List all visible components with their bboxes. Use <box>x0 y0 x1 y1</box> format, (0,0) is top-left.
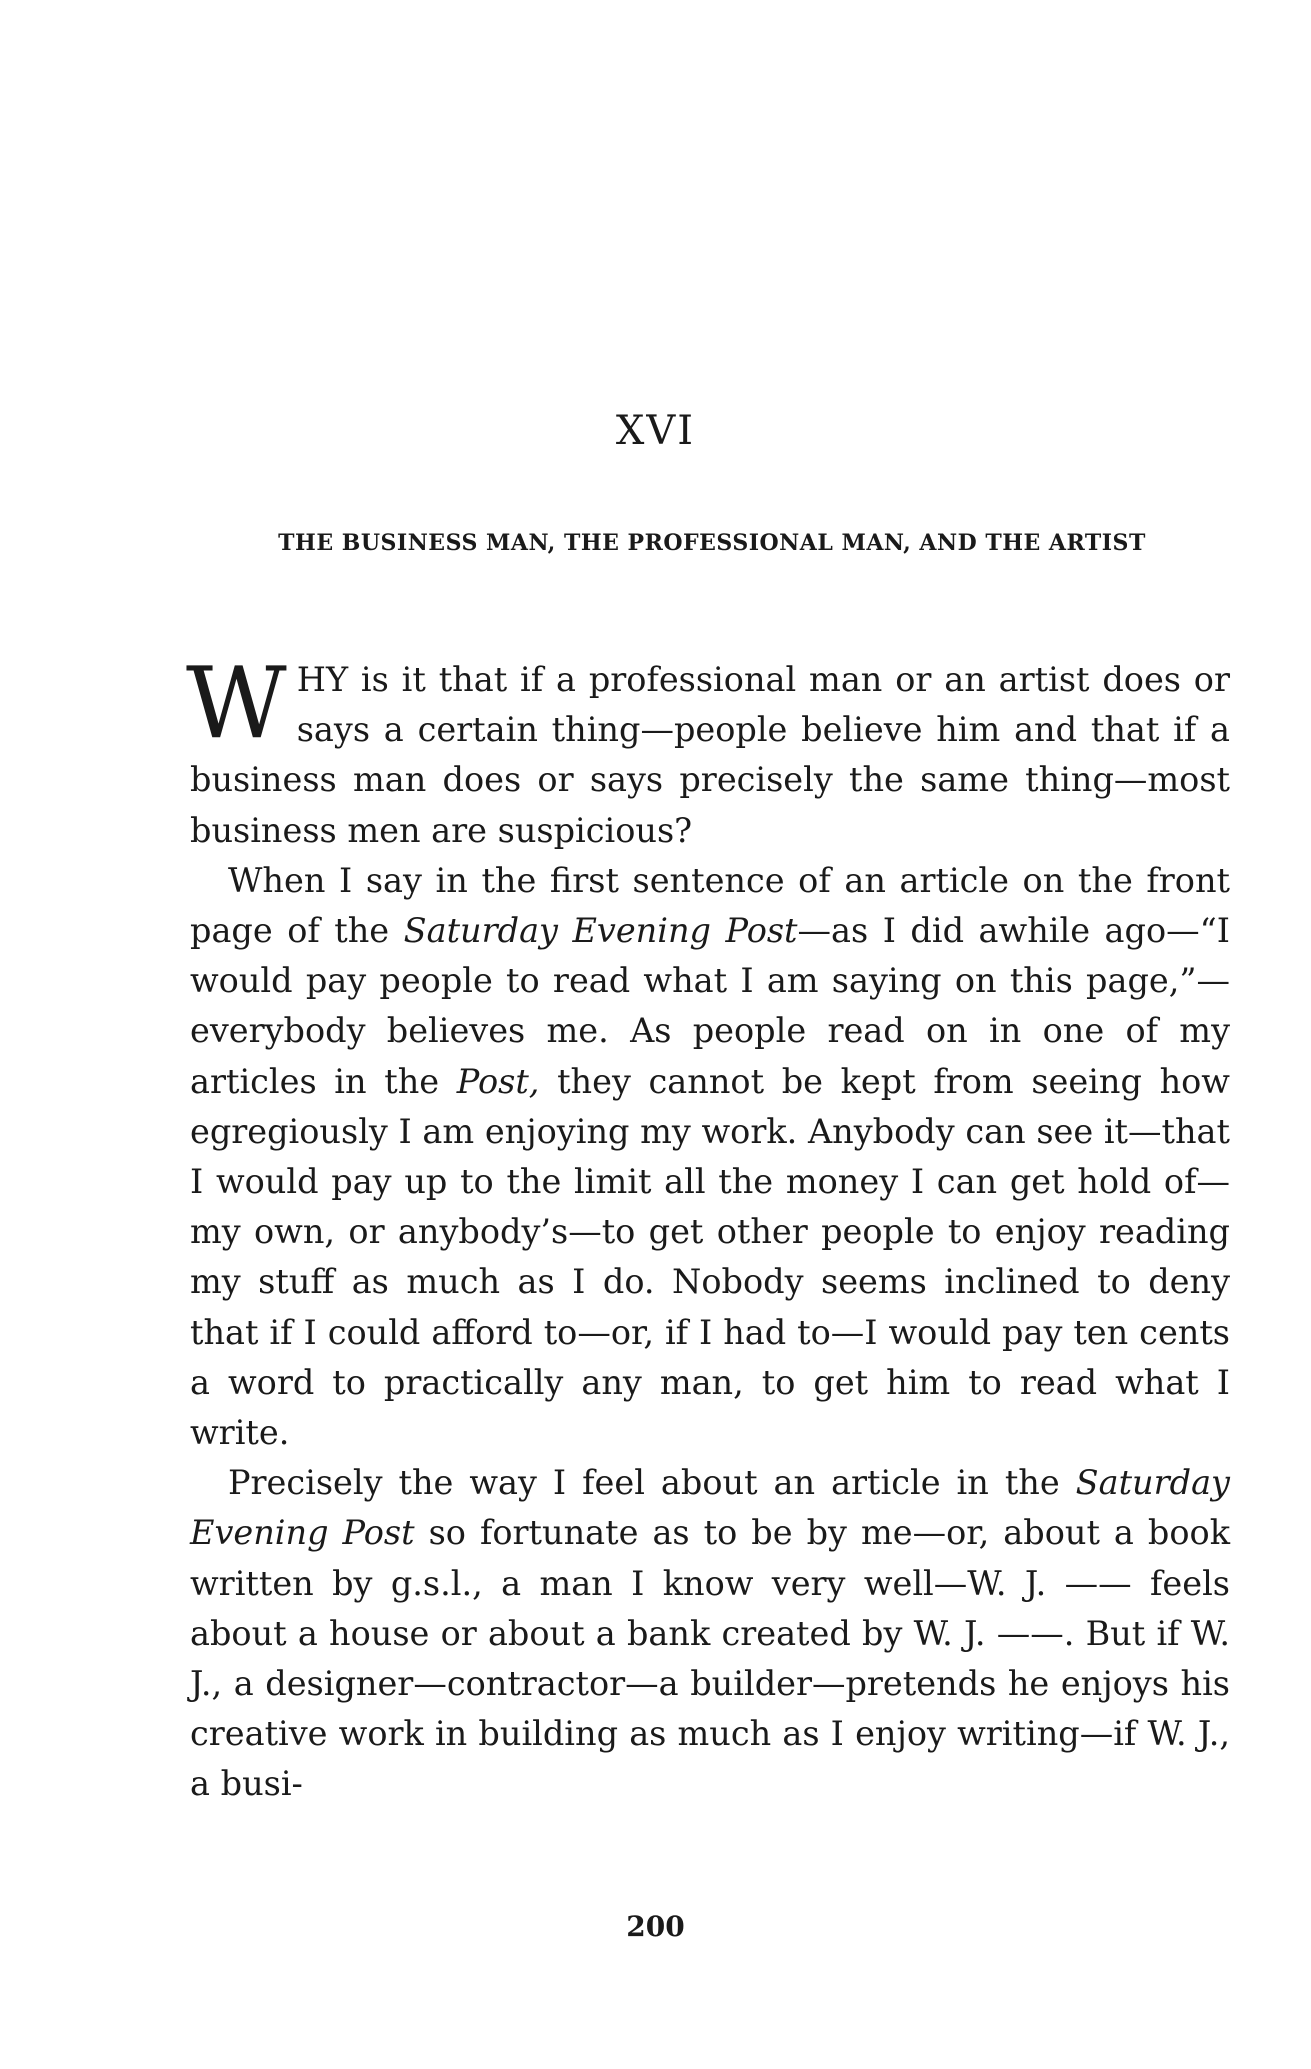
chapter-number: XVI <box>615 408 696 454</box>
page-number: 200 <box>626 1910 685 1943</box>
text-segment: Precisely the way I feel about an article in the <box>228 1463 1076 1503</box>
italic-title: Saturday Evening Post <box>190 1463 1230 1553</box>
italic-title: Saturday Evening Post <box>403 911 798 951</box>
paragraph-1 <box>186 647 1230 856</box>
italic-title: Post, <box>456 1061 540 1101</box>
drop-cap: W <box>186 647 287 761</box>
paragraph-2 <box>190 856 1230 1458</box>
text-segment: they cannot be kept from seeing how egregiously I am enjoying my work. Anybody can see it—that I would pay up to the limit all the money I can get hold of—my own, or anybody’s—to get other people to enjoy reading my stuff as much as I do. Nobody seems inclined to deny that if I could afford to—or, if I had to—I would pay ten cents a word to practically any man, to get him to read what I write. <box>190 1061 1230 1453</box>
text-segment: HY is it that if a professional man or an artist does or says a certain thing—people believe him and that if a business man does or says precisely the same thing—most business men are suspicious? <box>190 660 1230 850</box>
paragraph-3 <box>190 1458 1230 1809</box>
text-segment: so fortunate as to be by me—or, about a book written by g.s.l., a man I know very well—W. J. —— feels about a house or about a bank created by W. J. ——. But if W. J., a designer—contractor—a builder—pretends he enjoys his creative work in building as much as I enjoy writing—if W. J., a busi- <box>190 1513 1231 1804</box>
text-segment: —as I did awhile ago—“I would pay people to read what I am saying on this page,”—everybody believes me. As people read on in one of my articles in the <box>190 911 1230 1101</box>
text-segment: When I say in the first sentence of an article on the front page of the <box>190 860 1230 951</box>
chapter-body <box>186 647 1231 1810</box>
chapter-title: THE BUSINESS MAN, THE PROFESSIONAL MAN, AND THE ARTIST <box>278 530 1146 556</box>
